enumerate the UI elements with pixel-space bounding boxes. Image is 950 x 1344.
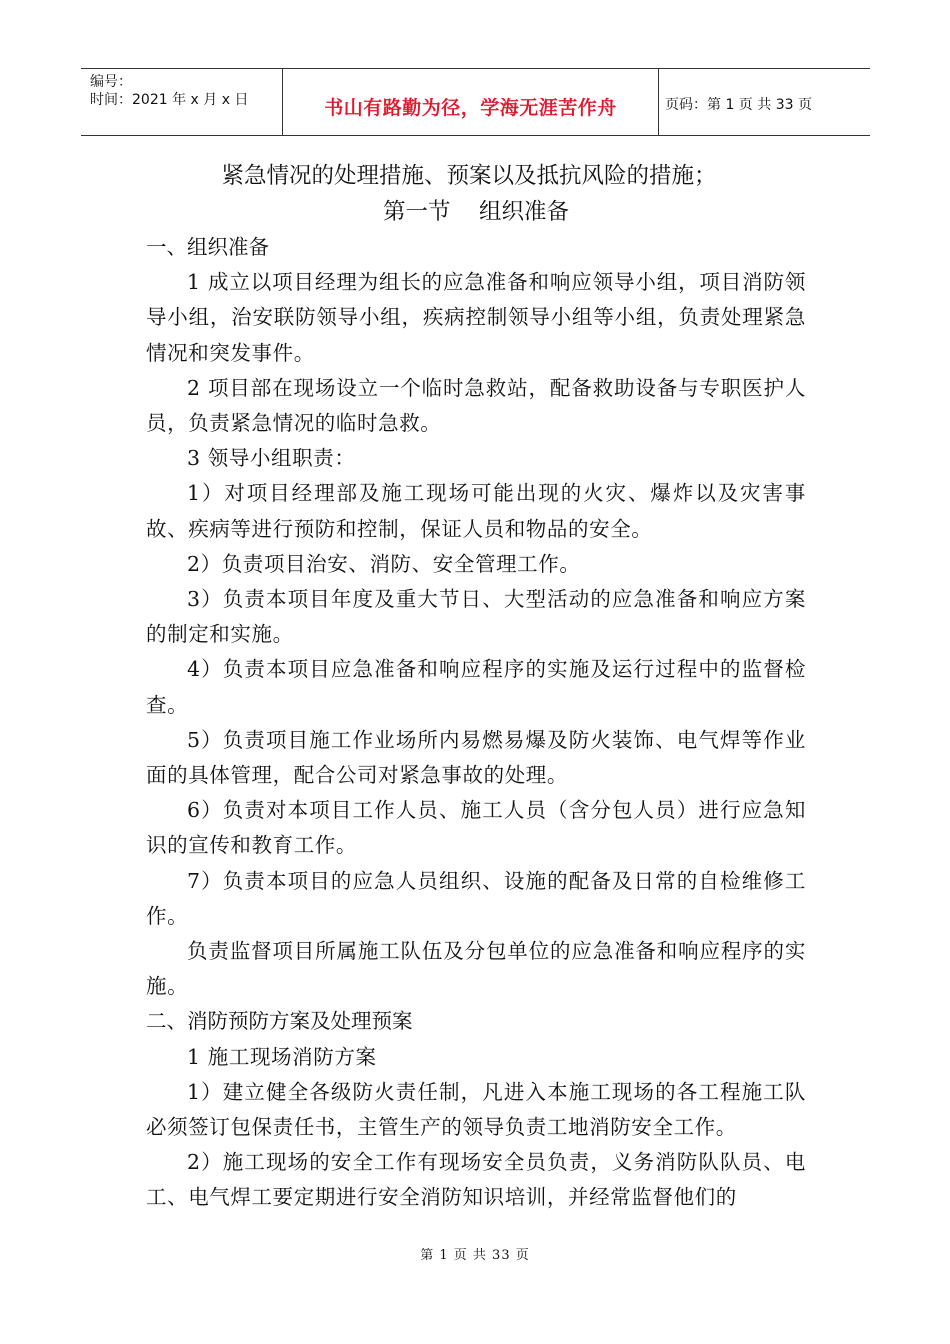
paragraph-14: 2）施工现场的安全工作有现场安全员负责，义务消防队队员、电工、电气焊工要定期进行安全消防知识培训，并经常监督他们的 — [146, 1150, 806, 1210]
document-title: 紧急情况的处理措施、预案以及抵抗风险的措施； — [221, 163, 717, 189]
header-info-cell — [81, 69, 283, 135]
heading-fire-prevention: 二、消防预防方案及处理预案 — [146, 1009, 413, 1034]
paragraph-12: 1 施工现场消防方案 — [187, 1044, 377, 1069]
document-header — [81, 68, 870, 136]
paragraph-10: 7）负责本项目的应急人员组织、设施的配备及日常的自检维修工作。 — [146, 868, 806, 928]
document-body — [146, 158, 806, 1216]
section-title: 第一节 组织准备 — [382, 199, 570, 225]
paragraph-13: 1）建立健全各级防火责任制，凡进入本施工现场的各工程施工队必须签订包保责任书，主管生产的领导负责工地消防安全工作。 — [146, 1079, 806, 1140]
header-motto: 书山有路勤为径，学海无涯苦作舟 — [324, 96, 617, 119]
header-page-label: 页码：第 1 页 共 33 页 — [665, 96, 812, 113]
header-page-cell — [659, 69, 870, 135]
document-time-label: 时间：2021 年 x 月 x 日 — [90, 92, 249, 108]
document-number-label: 编号： — [90, 74, 132, 90]
page-footer — [0, 1244, 950, 1263]
paragraph-2: 2 项目部在现场设立一个临时急救站，配备救助设备与专职医护人员，负责紧急情况的临时急救。 — [146, 375, 806, 436]
paragraph-6: 3）负责本项目年度及重大节日、大型活动的应急准备和响应方案的制定和实施。 — [146, 587, 806, 647]
footer-page-number: 第 1 页 共 33 页 — [420, 1248, 530, 1263]
paragraph-9: 6）负责对本项目工作人员、施工人员（含分包人员）进行应急知识的宣传和教育工作。 — [146, 798, 806, 858]
paragraph-8: 5）负责项目施工作业场所内易燃易爆及防火装饰、电气焊等作业面的具体管理，配合公司对紧急事故的处理。 — [146, 727, 806, 788]
paragraph-7: 4）负责本项目应急准备和响应程序的实施及运行过程中的监督检查。 — [146, 657, 806, 717]
paragraph-4: 1）对项目经理部及施工现场可能出现的火灾、爆炸以及灾害事故、疾病等进行预防和控制，保证人员和物品的安全。 — [146, 481, 806, 541]
paragraph-5: 2）负责项目治安、消防、安全管理工作。 — [187, 551, 581, 576]
paragraph-11: 负责监督项目所属施工队伍及分包单位的应急准备和响应程序的实施。 — [146, 939, 806, 999]
paragraph-3: 3 领导小组职责： — [187, 446, 356, 471]
heading-organization: 一、组织准备 — [146, 235, 269, 259]
paragraph-1: 1 成立以项目经理为组长的应急准备和响应领导小组，项目消防领导小组，治安联防领导小组，疾病控制领导小组等小组，负责处理紧急情况和突发事件。 — [146, 270, 806, 365]
header-motto-cell — [283, 69, 659, 135]
